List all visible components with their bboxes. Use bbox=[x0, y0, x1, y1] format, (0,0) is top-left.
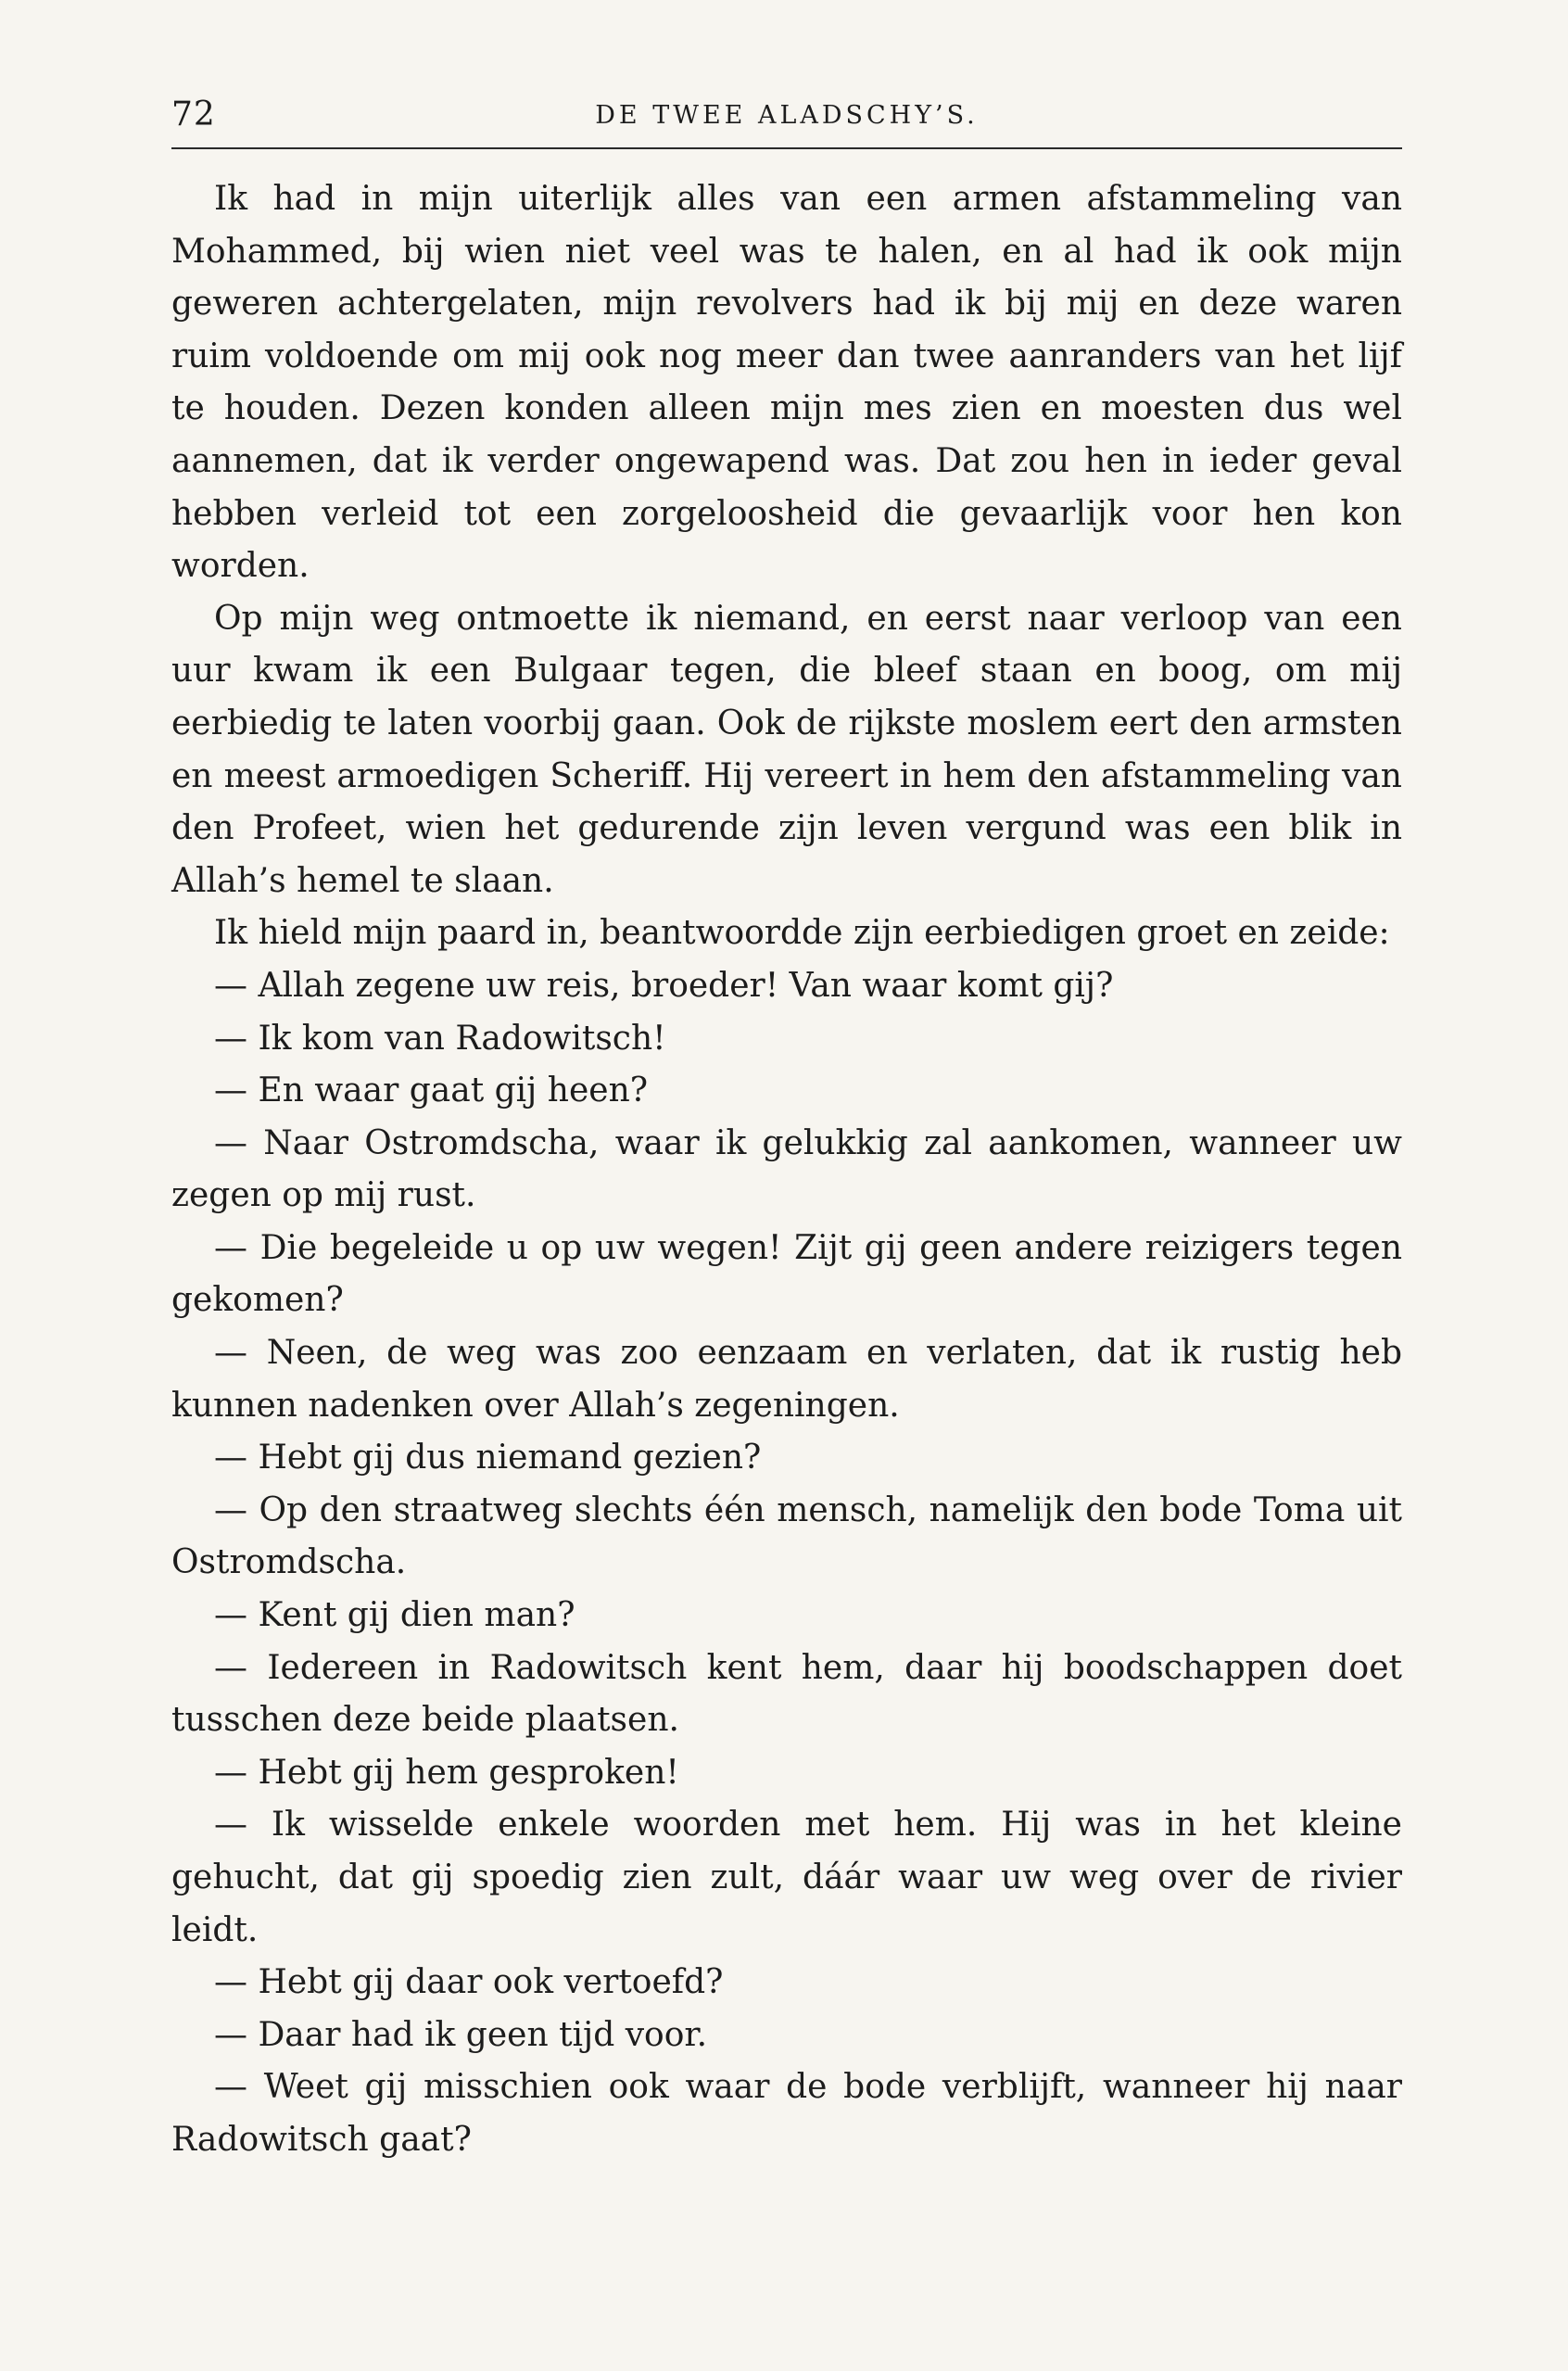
book-page bbox=[171, 88, 1402, 2167]
paragraph: Ik had in mijn uiterlijk alles van een armen afstammeling van Mohammed, bij wien niet veel was te halen, en al had ik ook mijn geweren achtergelaten, mijn revolvers had ik bij mij en deze waren ruim voldoende om mij ook nog meer dan twee aanranders van het lijf te houden. Dezen konden alleen mijn mes zien en moesten dus wel aannemen, dat ik verder ongewapend was. Dat zou hen in ieder geval hebben verleid tot een zorgeloosheid die gevaarlijk voor hen kon worden. bbox=[171, 180, 1402, 586]
dialogue-line: — Iedereen in Radowitsch kent hem, daar hij boodschappen doet tusschen deze beide plaatsen. bbox=[171, 1648, 1402, 1740]
dialogue-line: — Op den straatweg slechts één mensch, namelijk den bode Toma uit Ostromdscha. bbox=[171, 1490, 1402, 1582]
dialogue-line: — Ik kom van Radowitsch! bbox=[214, 1019, 666, 1058]
body-text bbox=[171, 173, 1402, 2167]
page-number: 72 bbox=[171, 95, 216, 133]
paragraph: Op mijn weg ontmoette ik niemand, en eerst naar verloop van een uur kwam ik een Bulgaar tegen, die bleef staan en boog, om mij eerbiedig te laten voorbij gaan. Ook de rijkste moslem eert den armsten en meest armoedigen Scheriff. Hij vereert in hem den afstammeling van den Profeet, wien het gedurende zijn leven vergund was een blik in Allah’s hemel te slaan. bbox=[171, 599, 1402, 900]
dialogue-line: — Hebt gij daar ook vertoefd? bbox=[214, 1963, 724, 2002]
dialogue-line: — Ik wisselde enkele woorden met hem. Hij was in het kleine gehucht, dat gij spoedig zien zult, dáár waar uw weg over de rivier leidt. bbox=[171, 1806, 1402, 1949]
dialogue-line: — Weet gij misschien ook waar de bode verblijft, wanneer hij naar Radowitsch gaat? bbox=[171, 2068, 1402, 2159]
dialogue-line: — Neen, de weg was zoo eenzaam en verlaten, dat ik rustig heb kunnen nadenken over Allah’s zegeningen. bbox=[171, 1334, 1402, 1425]
running-title: DE TWEE ALADSCHY’S. bbox=[595, 101, 979, 130]
dialogue-line: — Hebt gij hem gesproken! bbox=[214, 1753, 679, 1792]
dialogue-line: — Hebt gij dus niemand gezien? bbox=[214, 1439, 762, 1477]
dialogue-line: — Allah zegene uw reis, broeder! Van waar komt gij? bbox=[214, 966, 1114, 1005]
header-rule bbox=[171, 147, 1402, 149]
dialogue-line: — Kent gij dien man? bbox=[214, 1596, 575, 1635]
dialogue-line: — En waar gaat gij heen? bbox=[214, 1071, 649, 1110]
paragraph: Ik hield mijn paard in, beantwoordde zijn eerbiedigen groet en zeide: bbox=[214, 914, 1390, 953]
running-head bbox=[171, 88, 1402, 144]
dialogue-line: — Naar Ostromdscha, waar ik gelukkig zal aankomen, wanneer uw zegen op mij rust. bbox=[171, 1123, 1402, 1215]
dialogue-line: — Daar had ik geen tijd voor. bbox=[214, 2015, 708, 2054]
dialogue-line: — Die begeleide u op uw wegen! Zijt gij geen andere reizigers tegen gekomen? bbox=[171, 1228, 1402, 1320]
